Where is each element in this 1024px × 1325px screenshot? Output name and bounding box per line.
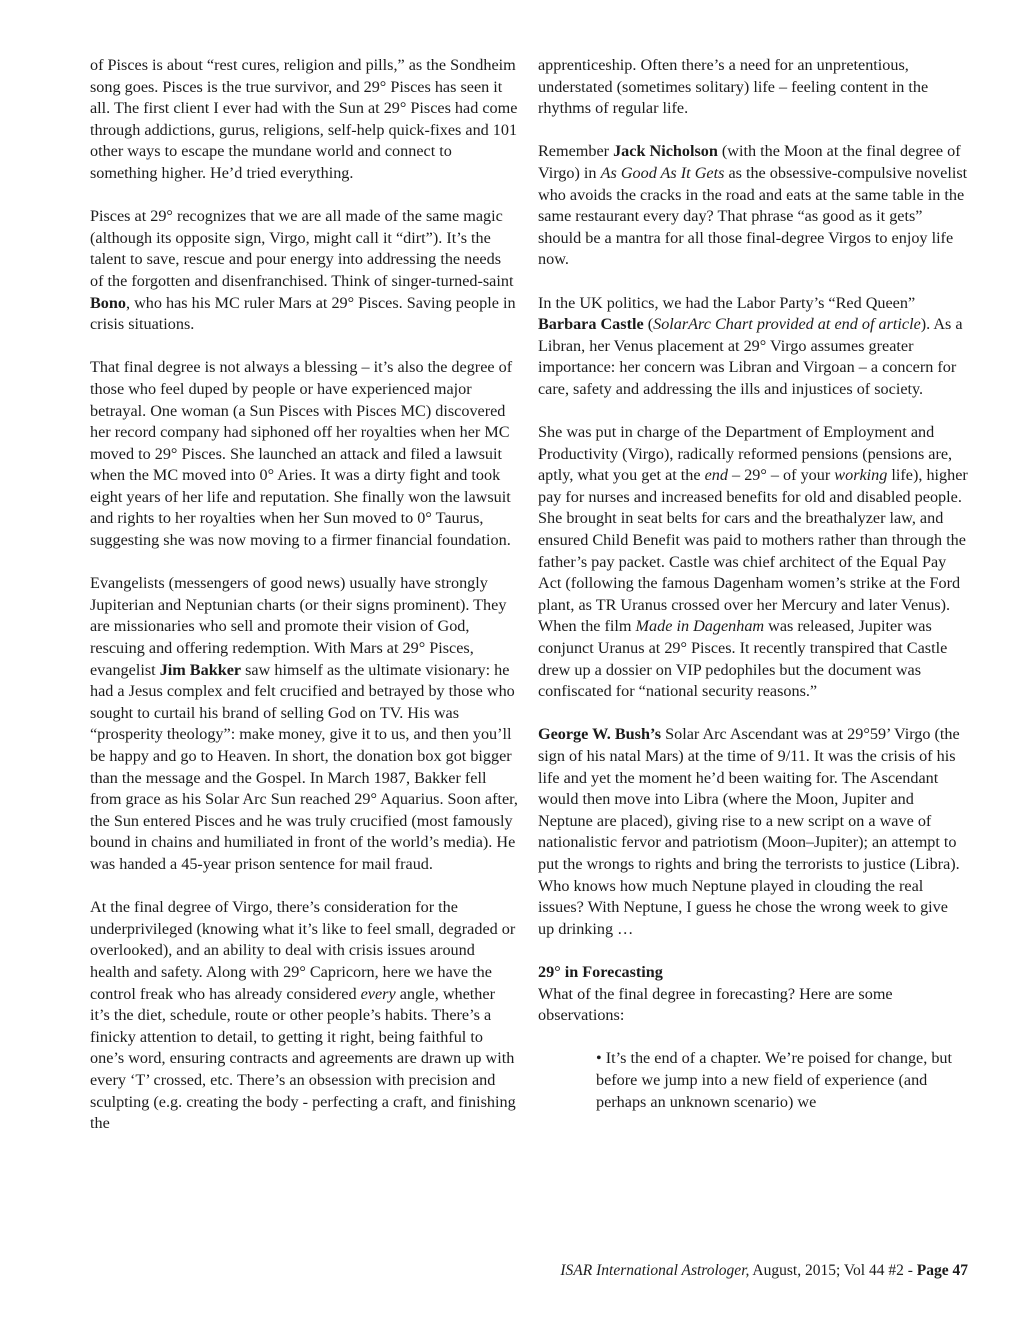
paragraph: of Pisces is about “rest cures, religion and pills,” as the Sondheim song goes. Pisces is the true survivor, and 29° Pisces has seen it all. The first client I ever had with the Sun at 29° Pisces had come through addictions, gurus, religions, self-help quick-fixes and 101 other ways to escape the mundane world and connect to something higher. He’d tried everything. (90, 56, 518, 182)
paragraph: In the UK politics, we had the Labor Party’s “Red Queen” Barbara Castle (SolarArc Chart provided at end of article). As a Libran, her Venus placement at 29° Virgo assumes greater importance: her concern was Libran and Virgoan – a concern for care, safety and addressing the ills and injustices of society. (538, 293, 963, 398)
person-name: Barbara Castle (538, 315, 644, 334)
paragraph: Pisces at 29° recognizes that we are all made of the same magic (although its opposite sign, Virgo, might call it “dirt”). It’s the talent to save, rescue and pour energy into addressing the needs of the forgotten and disenfranchised. Think of singer-turned-saint Bono, who has his MC ruler Mars at 29° Pisces. Saving people in crisis situations. (90, 207, 516, 334)
paragraph: At the final degree of Virgo, there’s consideration for the underprivileged (knowing what it’s like to feel small, degraded or overlooked), and an ability to deal with crisis issues around health and safety. Along with 29° Capricorn, here we have the control freak who has already considered every angle, whether it’s the diet, schedule, route or other people’s habits. There’s a finicky attention to detail, to getting it right, being faithful to one’s word, ensuring contracts and agreements are drawn up with every ‘T’ crossed, etc. There’s an obsession with precision and sculpting (e.g. creating the body - perfecting a craft, and finishing the (90, 898, 516, 1133)
publication-name: ISAR International Astrologer, (560, 1262, 750, 1279)
paragraph: What of the final degree in forecasting? Here are some observations: (538, 984, 893, 1025)
paragraph: George W. Bush’s Solar Arc Ascendant was at 29°59’ Virgo (the sign of his natal Mars) at the time of 9/11. It was the crisis of his life and yet the moment he’d been waiting for. The Ascendant would then move into Libra (where the Moon, Jupiter and Neptune are placed), giving rise to a new script on a wave of nationalistic fervor and patriotism (Moon–Jupiter); an attempt to put the wrongs to rights and bring the terrorists to justice (Libra). Who knows how much Neptune played in clouding the real issues? With Neptune, I guess he chose the wrong week to give up drinking … (538, 725, 960, 938)
film-title: As Good As It Gets (600, 163, 725, 182)
paragraph: apprenticeship. Often there’s a need for an unpretentious, understated (sometimes solitary) life – feeling content in the rhythms of regular life. (538, 56, 929, 118)
right-column (538, 55, 968, 1113)
paragraph: Evangelists (messengers of good news) usually have strongly Jupiterian and Neptunian charts (or their signs prominent). They are missionaries who sell and promote their vision of God, rescuing and offering redemption. With Mars at 29° Pisces, evangelist Jim Bakker saw himself as the ultimate visionary: he had a Jesus complex and felt crucified and betrayed by those who sought to curtail his brand of selling God on TV. His was “prosperity theology”: make money, give it to us, and then you’ll be happy and go to Heaven. In short, the donation box got bigger than the message and the Gospel. In March 1987, Bakker fell from grace as his Solar Arc Sun reached 29° Aquarius. Soon after, the Sun entered Pisces and he was truly crucified (most famously bound in chains and humiliated in front of the world’s media). He was handed a 45-year prison sentence for mail fraud. (90, 574, 518, 873)
paragraph: She was put in charge of the Department of Employment and Productivity (Virgo), radically reformed pensions (pensions are, aptly, what you get at the end – 29° – of your working life), higher pay for nurses and increased benefits for old and disabled people. She brought in seat belts for cars and the breathalyzer law, and ensured Child Benefit was paid to mothers rather than through the father’s pay packet. Castle was chief architect of the Equal Pay Act (following the famous Dagenham women’s strike at the Ford plant, as TR Uranus crossed over her Mercury and later Venus). When the film Made in Dagenham was released, Jupiter was conjunct Uranus at 29° Pisces. It recently transpired that Castle drew up a dossier on VIP pedophiles but the document was confiscated for “national security reasons.” (538, 423, 968, 701)
film-title: Made in Dagenham (635, 617, 765, 636)
person-name: Bono (90, 293, 126, 312)
paragraph: Remember Jack Nicholson (with the Moon at the final degree of Virgo) in As Good As It Gets as the obsessive-compulsive novelist who avoids the cracks in the road and eats at the same table in the same restaurant every day? That phrase “as good as it gets” should be a mantra for all those final-degree Virgos to enjoy life now. (538, 142, 968, 269)
issue-info: August, 2015; Vol 44 #2 - (749, 1262, 917, 1279)
page-footer (520, 1262, 968, 1280)
section-heading: 29° in Forecasting (538, 962, 663, 981)
page-number: Page 47 (916, 1262, 968, 1279)
paragraph: That final degree is not always a blessing – it’s also the degree of those who feel duped by people or have experienced major betrayal. One woman (a Sun Pisces with Pisces MC) discovered her record company had siphoned off her royalties when her MC moved to 29° Pisces. She launched an attack and filed a lawsuit when the MC moved into 0° Aries. It was a dirty fight and took eight years of her life and reputation. She finally won the lawsuit and rights to her royalties when her Sun moved to 0° Taurus, suggesting she was now moving to a firmer financial foundation. (90, 358, 513, 550)
person-name: George W. Bush’s (538, 725, 662, 744)
person-name: Jim Bakker (159, 660, 242, 679)
list-item: • It’s the end of a chapter. We’re poised for change, but before we jump into a new field of experience (and perhaps an unknown scenario) we (596, 1049, 953, 1111)
person-name: Jack Nicholson (613, 142, 718, 161)
left-column (90, 55, 518, 1156)
